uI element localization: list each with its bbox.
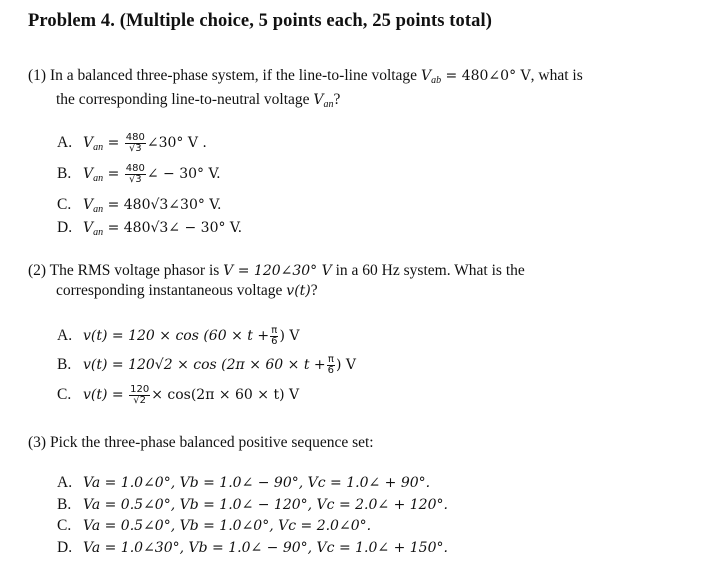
option-eq: = 480√3∠30° V. — [103, 197, 222, 213]
option-letter: C. — [57, 517, 72, 534]
fraction-num: π — [327, 354, 334, 365]
option-letter: B. — [57, 165, 72, 183]
q2-option-b[interactable] — [57, 355, 356, 376]
option-eq: = — [103, 135, 124, 152]
problem-title: Problem 4. (Multiple choice, 5 points each, 25 points total) — [28, 11, 493, 31]
q2-line2-text: corresponding instantaneous voltage — [56, 282, 287, 299]
fraction-num: 480 — [125, 132, 145, 143]
option-letter: A. — [57, 134, 73, 152]
option-post: ∠30° V . — [146, 135, 207, 152]
q1-vab-value: = 480∠0° V — [441, 68, 531, 84]
q3-option-b[interactable] — [57, 496, 448, 514]
option-var: V — [83, 166, 94, 183]
q2-phasor: V = 120∠30° V — [223, 263, 332, 279]
q1-line1-text: (1) In a balanced three-phase system, if the line-to-line voltage — [28, 67, 421, 84]
option-text: Va = 1.0∠0°, Vb = 1.0∠ − 90°, Vc = 1.0∠ + 90°. — [83, 475, 431, 491]
option-expr-end: ) V — [279, 328, 300, 345]
option-var: V — [83, 135, 94, 152]
option-eq: = — [103, 166, 124, 183]
fraction — [327, 355, 335, 376]
option-letter: A. — [57, 327, 73, 345]
fraction-den: √3 — [128, 174, 142, 185]
q2-line1-end: in a 60 Hz system. What is the — [331, 262, 525, 279]
q1-option-b[interactable] — [57, 164, 221, 188]
option-letter: D. — [57, 219, 73, 236]
fraction — [125, 133, 146, 154]
fraction-den: √2 — [133, 395, 146, 406]
option-letter: A. — [57, 474, 73, 491]
fraction-num: π — [271, 325, 278, 336]
question-2 — [28, 261, 525, 301]
q1-option-a[interactable] — [57, 133, 207, 157]
fraction-den: 6 — [271, 336, 278, 347]
q3-option-a[interactable] — [57, 474, 430, 492]
q2-option-a[interactable] — [57, 326, 299, 347]
option-text: Va = 0.5∠0°, Vb = 1.0∠ − 120°, Vc = 2.0∠ + 120°. — [83, 497, 448, 513]
option-letter: B. — [57, 496, 72, 513]
q1-vab-var: V — [420, 68, 432, 84]
q1-line1-end: , what is — [530, 67, 583, 84]
option-expr-end: × cos(2π × 60 × t) V — [151, 387, 300, 404]
fraction-num: 480 — [125, 163, 145, 174]
fraction — [129, 385, 150, 406]
fraction-num: 120 — [130, 384, 150, 395]
q1-van-sub: an — [323, 99, 334, 110]
option-text: Va = 0.5∠0°, Vb = 1.0∠0°, Vc = 2.0∠0°. — [83, 518, 372, 534]
q2-option-c[interactable] — [57, 385, 299, 406]
q1-van-var: V — [313, 92, 324, 108]
fraction-den: 6 — [327, 365, 335, 376]
option-var: V — [83, 220, 94, 236]
option-eq: = 480√3∠ − 30° V. — [103, 220, 243, 236]
option-expr-end: ) V — [336, 357, 357, 374]
option-var: V — [83, 197, 94, 213]
option-letter: C. — [57, 196, 72, 213]
q1-option-c[interactable] — [57, 196, 221, 219]
option-letter: D. — [57, 539, 73, 556]
question-1 — [28, 66, 583, 114]
option-post: ∠ − 30° V. — [146, 166, 221, 183]
fraction — [270, 326, 278, 347]
q1-line2-end: ? — [333, 91, 341, 108]
q1-vab-sub: ab — [431, 75, 442, 86]
question-3 — [28, 433, 374, 452]
option-text: Va = 1.0∠30°, Vb = 1.0∠ − 90°, Vc = 1.0∠ + 150°. — [83, 540, 448, 556]
fraction — [125, 164, 146, 185]
q1-option-d[interactable] — [57, 219, 242, 242]
option-expr: v(t) = 120 × cos (60 × t + — [83, 328, 270, 345]
q2-vt-var: v(t) — [286, 283, 311, 299]
q3-option-c[interactable] — [57, 517, 371, 535]
option-letter: B. — [57, 356, 72, 374]
option-expr: v(t) = — [83, 387, 129, 404]
fraction-den: √3 — [128, 143, 142, 154]
option-sub: an — [93, 173, 104, 185]
option-sub: an — [93, 227, 104, 238]
q3-option-d[interactable] — [57, 539, 448, 557]
option-sub: an — [93, 204, 104, 215]
q3-line1-text: (3) Pick the three-phase balanced positive sequence set: — [28, 434, 374, 451]
q1-line2-text: the corresponding line-to-neutral voltage — [56, 91, 314, 108]
q2-line1-text: (2) The RMS voltage phasor is — [28, 262, 224, 279]
option-expr: v(t) = 120√2 × cos (2π × 60 × t + — [83, 357, 326, 374]
option-letter: C. — [57, 386, 72, 404]
q2-line2-end: ? — [310, 282, 318, 299]
option-sub: an — [93, 142, 104, 154]
